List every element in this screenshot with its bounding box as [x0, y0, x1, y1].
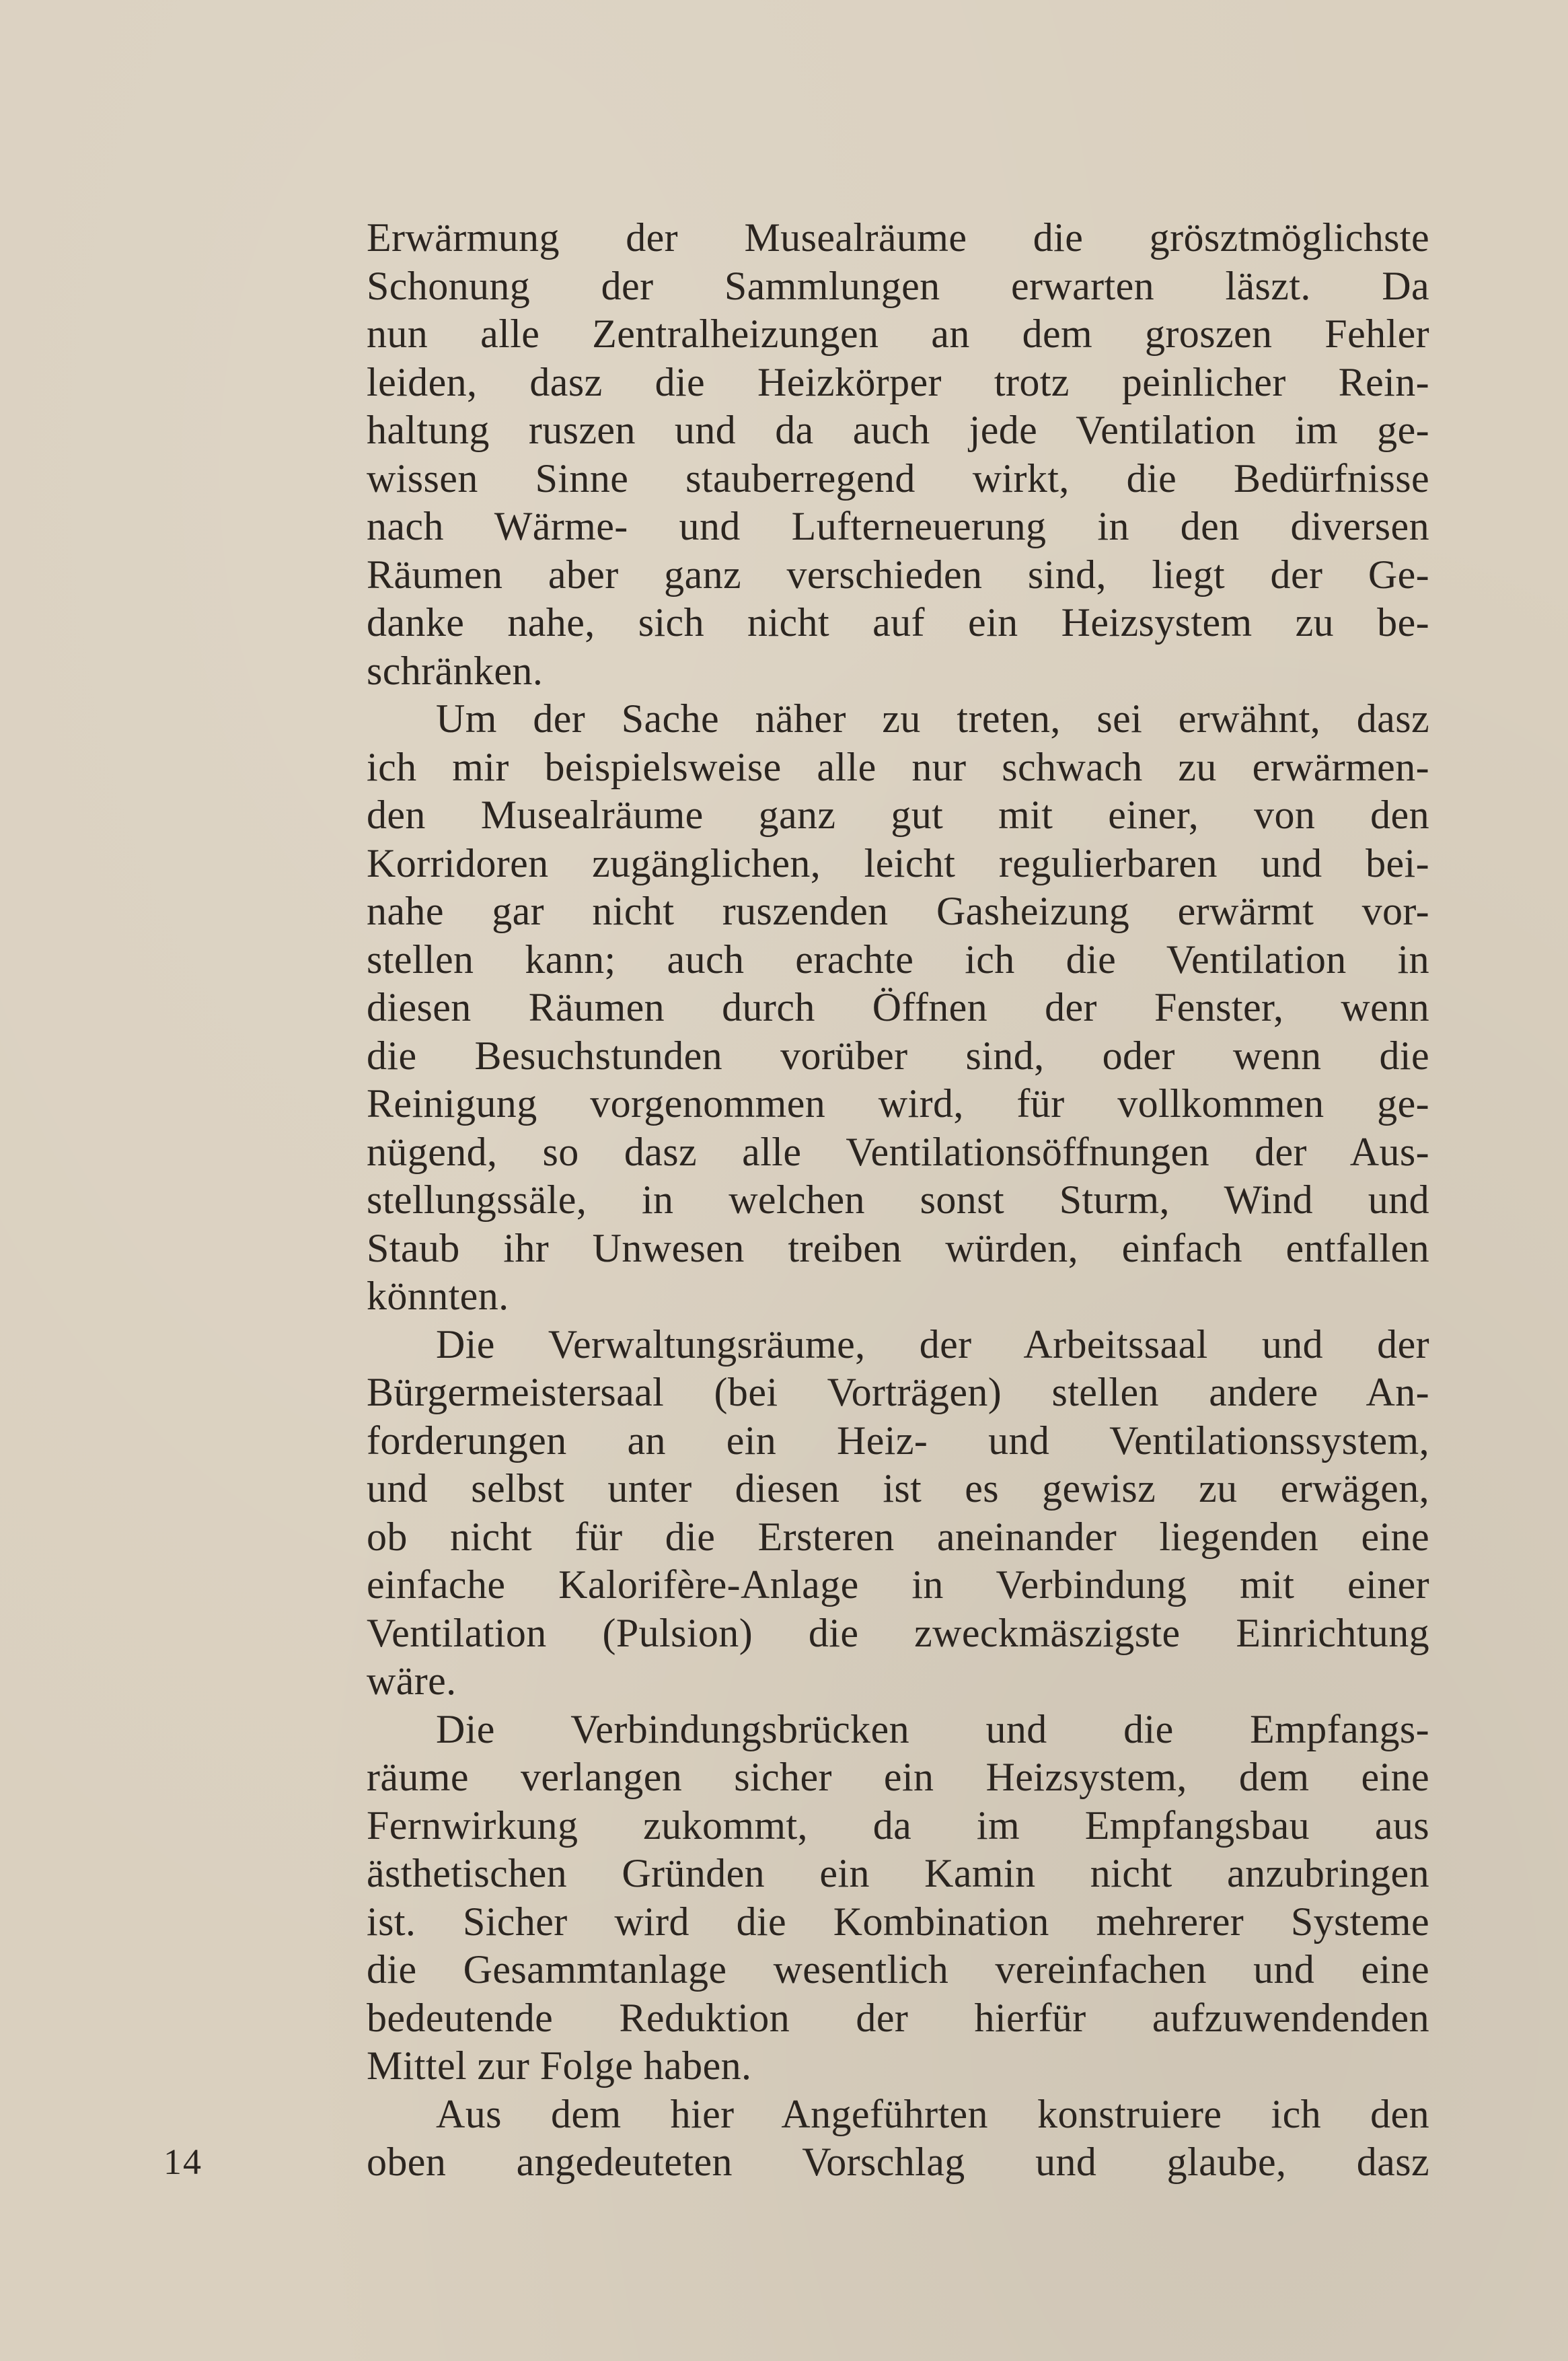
- text-line: könnten.: [367, 1274, 509, 1318]
- text-line: die Besuchstunden vorüber sind, oder wenn die: [367, 1033, 1429, 1078]
- paragraph: [367, 1706, 1429, 2091]
- text-line: haltung ruszen und da auch jede Ventilation im ge-: [367, 408, 1429, 452]
- text-line: Schonung der Sammlungen erwarten läszt. Da: [367, 263, 1429, 308]
- text-line: nahe gar nicht ruszenden Gasheizung erwärmt vor-: [367, 889, 1429, 933]
- text-line: Ventilation (Pulsion) die zweckmäszigste Einrichtung: [367, 1610, 1429, 1655]
- text-line: Mittel zur Folge haben.: [367, 2043, 752, 2088]
- body-text: [367, 214, 1429, 2187]
- text-line: Korridoren zugänglichen, leicht regulierbaren und bei-: [367, 840, 1429, 885]
- text-line: die Gesammtanlage wesentlich vereinfachen und eine: [367, 1947, 1429, 1992]
- text-line: nügend, so dasz alle Ventilationsöffnungen der Aus-: [367, 1129, 1429, 1174]
- text-line: schränken.: [367, 648, 544, 693]
- text-line: den Musealräume ganz gut mit einer, von den: [367, 793, 1429, 837]
- text-line: diesen Räumen durch Öffnen der Fenster, wenn: [367, 985, 1429, 1029]
- text-line: Fernwirkung zukommt, da im Empfangsbau aus: [367, 1803, 1429, 1848]
- text-line: ob nicht für die Ersteren aneinander liegenden eine: [367, 1514, 1429, 1559]
- text-line: und selbst unter diesen ist es gewisz zu erwägen,: [367, 1466, 1429, 1511]
- text-line: Um der Sache näher zu treten, sei erwähnt, dasz: [436, 696, 1429, 741]
- text-line: nach Wärme- und Lufterneuerung in den diversen: [367, 504, 1429, 548]
- text-line: Bürgermeistersaal (bei Vorträgen) stellen andere An-: [367, 1370, 1429, 1414]
- text-line: danke nahe, sich nicht auf ein Heizsystem zu be-: [367, 600, 1429, 645]
- text-line: Die Verwaltungsräume, der Arbeitssaal und der: [436, 1321, 1429, 1367]
- text-line: ich mir beispielsweise alle nur schwach zu erwärmen-: [367, 744, 1429, 789]
- paragraph: [367, 1321, 1429, 1706]
- text-line: Aus dem hier Angeführten konstruiere ich den: [436, 2091, 1429, 2136]
- page-number: 14: [163, 2142, 202, 2182]
- text-line: Räumen aber ganz verschieden sind, liegt der Ge-: [367, 552, 1429, 597]
- text-line: stellungssäle, in welchen sonst Sturm, Wind und: [367, 1177, 1429, 1222]
- text-line: räume verlangen sicher ein Heizsystem, dem eine: [367, 1755, 1429, 1799]
- text-line: wissen Sinne stauberregend wirkt, die Bedürfnisse: [367, 456, 1429, 501]
- text-line: wäre.: [367, 1659, 457, 1703]
- paragraph: [367, 214, 1429, 695]
- text-line: stellen kann; auch erachte ich die Ventilation in: [367, 937, 1429, 982]
- text-line: nun alle Zentralheizungen an dem groszen Fehler: [367, 312, 1429, 356]
- text-line: ist. Sicher wird die Kombination mehrerer Systeme: [367, 1899, 1429, 1944]
- text-line: Reinigung vorgenommen wird, für vollkommen ge-: [367, 1081, 1429, 1126]
- text-line: Staub ihr Unwesen treiben würden, einfach entfallen: [367, 1225, 1429, 1270]
- text-line: bedeutende Reduktion der hierfür aufzuwendenden: [367, 1995, 1429, 2040]
- paragraph: [367, 2091, 1429, 2187]
- text-line: einfache Kalorifère-Anlage in Verbindung mit einer: [367, 1562, 1429, 1607]
- text-line: ästhetischen Gründen ein Kamin nicht anzubringen: [367, 1851, 1429, 1895]
- text-line: forderungen an ein Heiz- und Ventilationssystem,: [367, 1418, 1429, 1463]
- text-line: leiden, dasz die Heizkörper trotz peinlicher Rein-: [367, 359, 1429, 404]
- paragraph: [367, 695, 1429, 1321]
- text-line: oben angedeuteten Vorschlag und glaube, dasz: [367, 2140, 1429, 2184]
- text-line: Die Verbindungsbrücken und die Empfangs-: [436, 1706, 1429, 1751]
- text-line: Erwärmung der Musealräume die grösztmöglichste: [367, 215, 1429, 260]
